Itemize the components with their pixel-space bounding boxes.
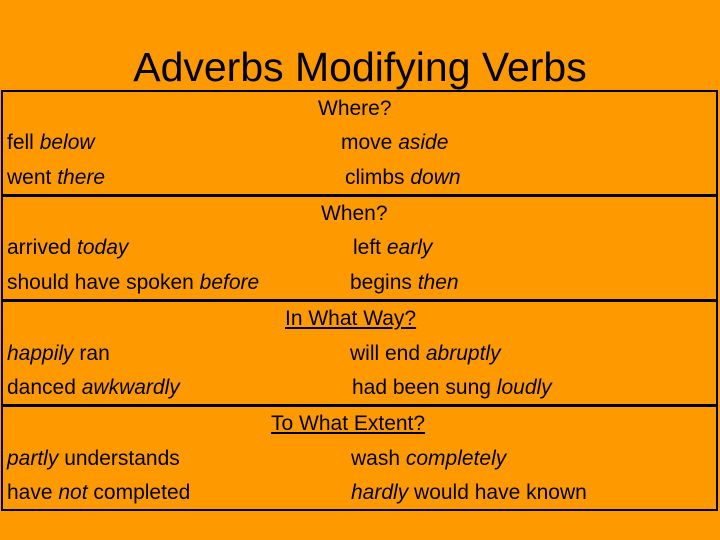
example-will-end-abruptly: will end abruptly	[350, 342, 501, 365]
example-partly-understands: partly understands	[7, 447, 180, 470]
section-heading-to-what-extent: To What Extent?	[271, 412, 426, 435]
example-fell-below: fell below	[7, 131, 95, 154]
section-heading-in-what-way: In What Way?	[285, 307, 417, 330]
example-have-not-completed: have not completed	[7, 481, 191, 504]
example-happily-ran: happily ran	[7, 342, 110, 365]
example-arrived-today: arrived today	[7, 236, 129, 259]
example-begins-then: begins then	[350, 271, 459, 294]
section-heading-where: Where?	[318, 97, 392, 120]
example-had-been-sung-loudly: had been sung loudly	[352, 376, 552, 399]
example-wash-completely: wash completely	[351, 447, 507, 470]
example-danced-awkwardly: danced awkwardly	[7, 376, 180, 399]
example-climbs-down: climbs down	[345, 166, 461, 189]
section-heading-when: When?	[321, 202, 388, 225]
example-hardly-would-have-known: hardly would have known	[351, 481, 587, 504]
example-left-early: left early	[353, 236, 433, 259]
example-should-have-spoken-before: should have spoken before	[7, 271, 260, 294]
example-move-aside: move aside	[341, 131, 449, 154]
example-went-there: went there	[7, 166, 106, 189]
slide-title: Adverbs Modifying Verbs	[133, 44, 587, 90]
